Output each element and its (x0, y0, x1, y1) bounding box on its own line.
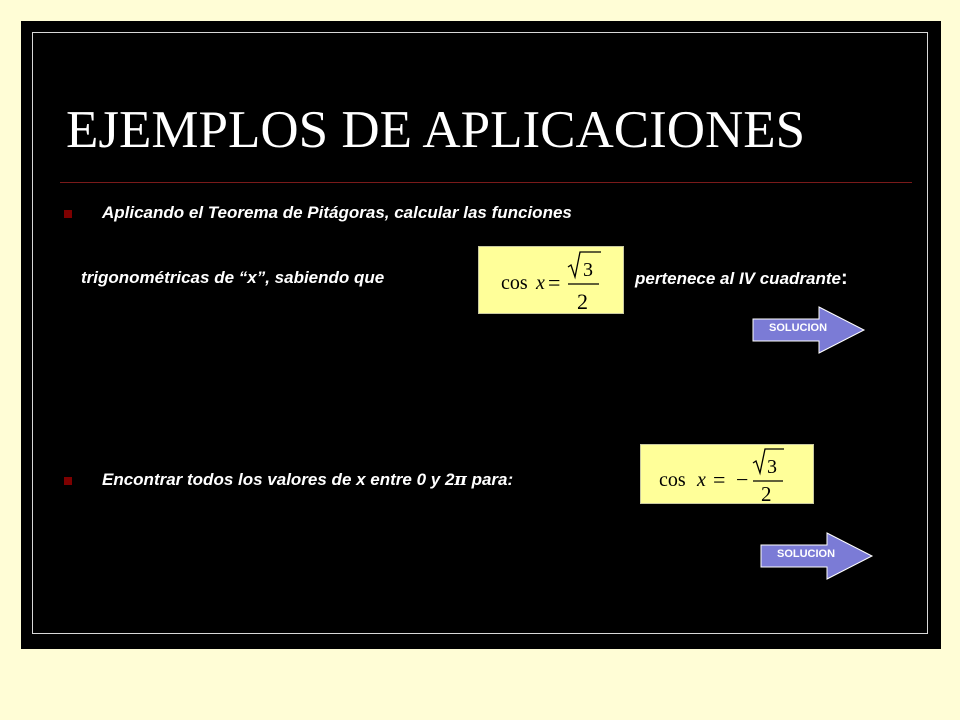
formula2-equals: = (713, 467, 726, 492)
example1-line1: Aplicando el Teorema de Pitágoras, calcular las funciones (102, 203, 572, 222)
formula-cos-x-equals-minus-sqrt3-over-2 (640, 444, 814, 504)
square-bullet-icon (64, 477, 72, 485)
example1-line2-before: trigonométricas de “x”, sabiendo que (81, 268, 385, 287)
square-bullet-icon (64, 210, 72, 218)
formula1-radicand: 3 (583, 259, 593, 281)
formula1-denominator: 2 (577, 289, 588, 313)
example2-text-before: Encontrar todos los valores de x entre 0 y 2 (102, 470, 455, 489)
solution-button-2[interactable] (760, 532, 874, 580)
solution-button-1-label: SOLUCION (769, 322, 828, 334)
example2-text-after: para: (466, 470, 514, 489)
example1-line2-colon: : (840, 267, 848, 289)
example2-text (102, 470, 513, 490)
solution-button-1[interactable] (752, 306, 866, 354)
example1-line2-after (635, 268, 848, 289)
example1-line2-after-text: pertenece al IV cuadrante (635, 269, 841, 288)
slide-title: EJEMPLOS DE APLICACIONES (66, 101, 806, 159)
formula2-var: x (697, 469, 706, 491)
title-divider (60, 182, 912, 183)
formula-cos-x-equals-sqrt3-over-2 (478, 246, 624, 314)
formula1-cos: cos (501, 272, 528, 294)
formula2-radicand: 3 (767, 456, 777, 478)
formula1-var: x (536, 272, 545, 294)
formula2-cos: cos (659, 469, 686, 491)
formula1-equals: = (548, 270, 561, 295)
formula2-minus: − (736, 467, 749, 492)
example2-pi: π (454, 470, 467, 490)
solution-button-2-label: SOLUCION (777, 548, 836, 560)
formula2-denominator: 2 (761, 482, 772, 503)
